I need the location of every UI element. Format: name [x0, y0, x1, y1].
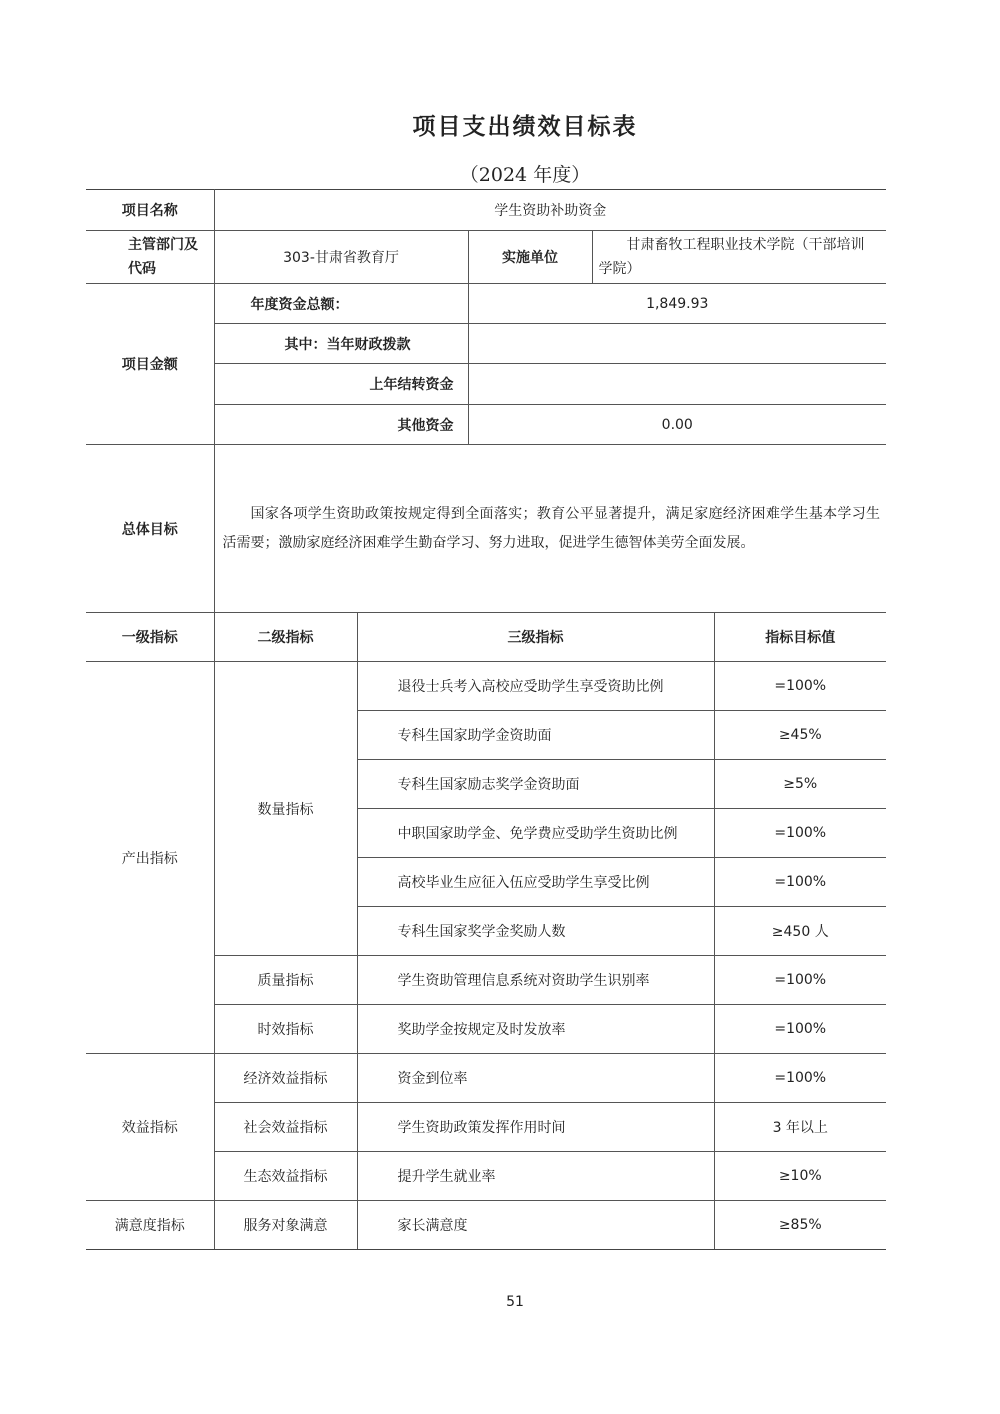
overall-goal-text: 国家各项学生资助政策按规定得到全面落实；教育公平显著提升，满足家庭经济困难学生基本学习生活需要；激励家庭经济困难学生勤奋学习、努力进取，促进学生德智体美劳全面发展。 [214, 445, 886, 613]
level3-cell: 中职国家助学金、免学费应受助学生资助比例 [357, 809, 714, 858]
carryover-label: 上年结转资金 [214, 364, 468, 405]
level3-cell: 专科生国家奖学金奖励人数 [357, 907, 714, 956]
target-cell: ≥45% [714, 711, 886, 760]
target-cell: 3 年以上 [714, 1103, 886, 1152]
target-cell: =100% [714, 809, 886, 858]
year-label: （2024 年度） [459, 164, 591, 186]
header-level3: 三级指标 [357, 613, 714, 662]
level2-cell: 服务对象满意 [214, 1201, 357, 1250]
header-target: 指标目标值 [714, 613, 886, 662]
target-cell: ≥10% [714, 1152, 886, 1201]
overall-goal-row [86, 445, 886, 613]
carryover-value [468, 364, 886, 405]
project-name-row [86, 190, 886, 231]
other-funds-label: 其他资金 [214, 405, 468, 445]
department-value: 303-甘肃省教育厅 [214, 231, 468, 284]
annual-total-row [86, 284, 886, 324]
target-cell: =100% [714, 662, 886, 711]
level2-cell: 经济效益指标 [214, 1054, 357, 1103]
target-cell: =100% [714, 1054, 886, 1103]
annual-total-label: 年度资金总额： [214, 284, 468, 324]
level3-cell: 学生资助管理信息系统对资助学生识别率 [357, 956, 714, 1005]
level3-cell: 专科生国家励志奖学金资助面 [357, 760, 714, 809]
target-cell: ≥450 人 [714, 907, 886, 956]
level3-cell: 提升学生就业率 [357, 1152, 714, 1201]
level3-cell: 奖助学金按规定及时发放率 [357, 1005, 714, 1054]
amount-label: 项目金额 [86, 284, 214, 445]
indicator-row [86, 1201, 886, 1250]
department-row [86, 231, 886, 284]
header-row [86, 613, 886, 662]
header-level2: 二级指标 [214, 613, 357, 662]
project-name-value: 学生资助补助资金 [214, 190, 886, 231]
page-title: 项目支出绩效目标表 [412, 113, 638, 140]
level3-cell: 专科生国家助学金资助面 [357, 711, 714, 760]
target-cell: ≥5% [714, 760, 886, 809]
implementing-unit-value: 甘肃畜牧工程职业技术学院（干部培训学院） [592, 231, 886, 284]
level3-cell: 退役士兵考入高校应受助学生享受资助比例 [357, 662, 714, 711]
level3-cell: 高校毕业生应征入伍应受助学生享受比例 [357, 858, 714, 907]
level2-cell: 质量指标 [214, 956, 357, 1005]
target-cell: =100% [714, 1005, 886, 1054]
indicators-table [86, 612, 886, 1250]
implementing-unit-label: 实施单位 [468, 231, 592, 284]
annual-total-value: 1,849.93 [468, 284, 886, 324]
level1-cell: 满意度指标 [86, 1201, 214, 1250]
page-number: 51 [506, 1294, 524, 1310]
level3-cell: 资金到位率 [357, 1054, 714, 1103]
target-cell: ≥85% [714, 1201, 886, 1250]
level1-cell: 效益指标 [86, 1054, 214, 1201]
fiscal-value [468, 324, 886, 364]
fiscal-label: 其中：当年财政拨款 [214, 324, 468, 364]
header-level1: 一级指标 [86, 613, 214, 662]
level3-cell: 学生资助政策发挥作用时间 [357, 1103, 714, 1152]
project-name-label: 项目名称 [86, 190, 214, 231]
level2-cell: 时效指标 [214, 1005, 357, 1054]
other-funds-value: 0.00 [468, 405, 886, 445]
project-info-table [86, 189, 886, 613]
overall-goal-label: 总体目标 [86, 445, 214, 613]
level3-cell: 家长满意度 [357, 1201, 714, 1250]
indicator-row [86, 662, 886, 711]
level2-cell: 数量指标 [214, 662, 357, 956]
indicators-body [86, 613, 886, 1250]
level2-cell: 生态效益指标 [214, 1152, 357, 1201]
target-cell: =100% [714, 956, 886, 1005]
target-cell: =100% [714, 858, 886, 907]
level1-cell: 产出指标 [86, 662, 214, 1054]
department-label: 主管部门及代码 [86, 231, 214, 284]
indicator-row [86, 1054, 886, 1103]
level2-cell: 社会效益指标 [214, 1103, 357, 1152]
